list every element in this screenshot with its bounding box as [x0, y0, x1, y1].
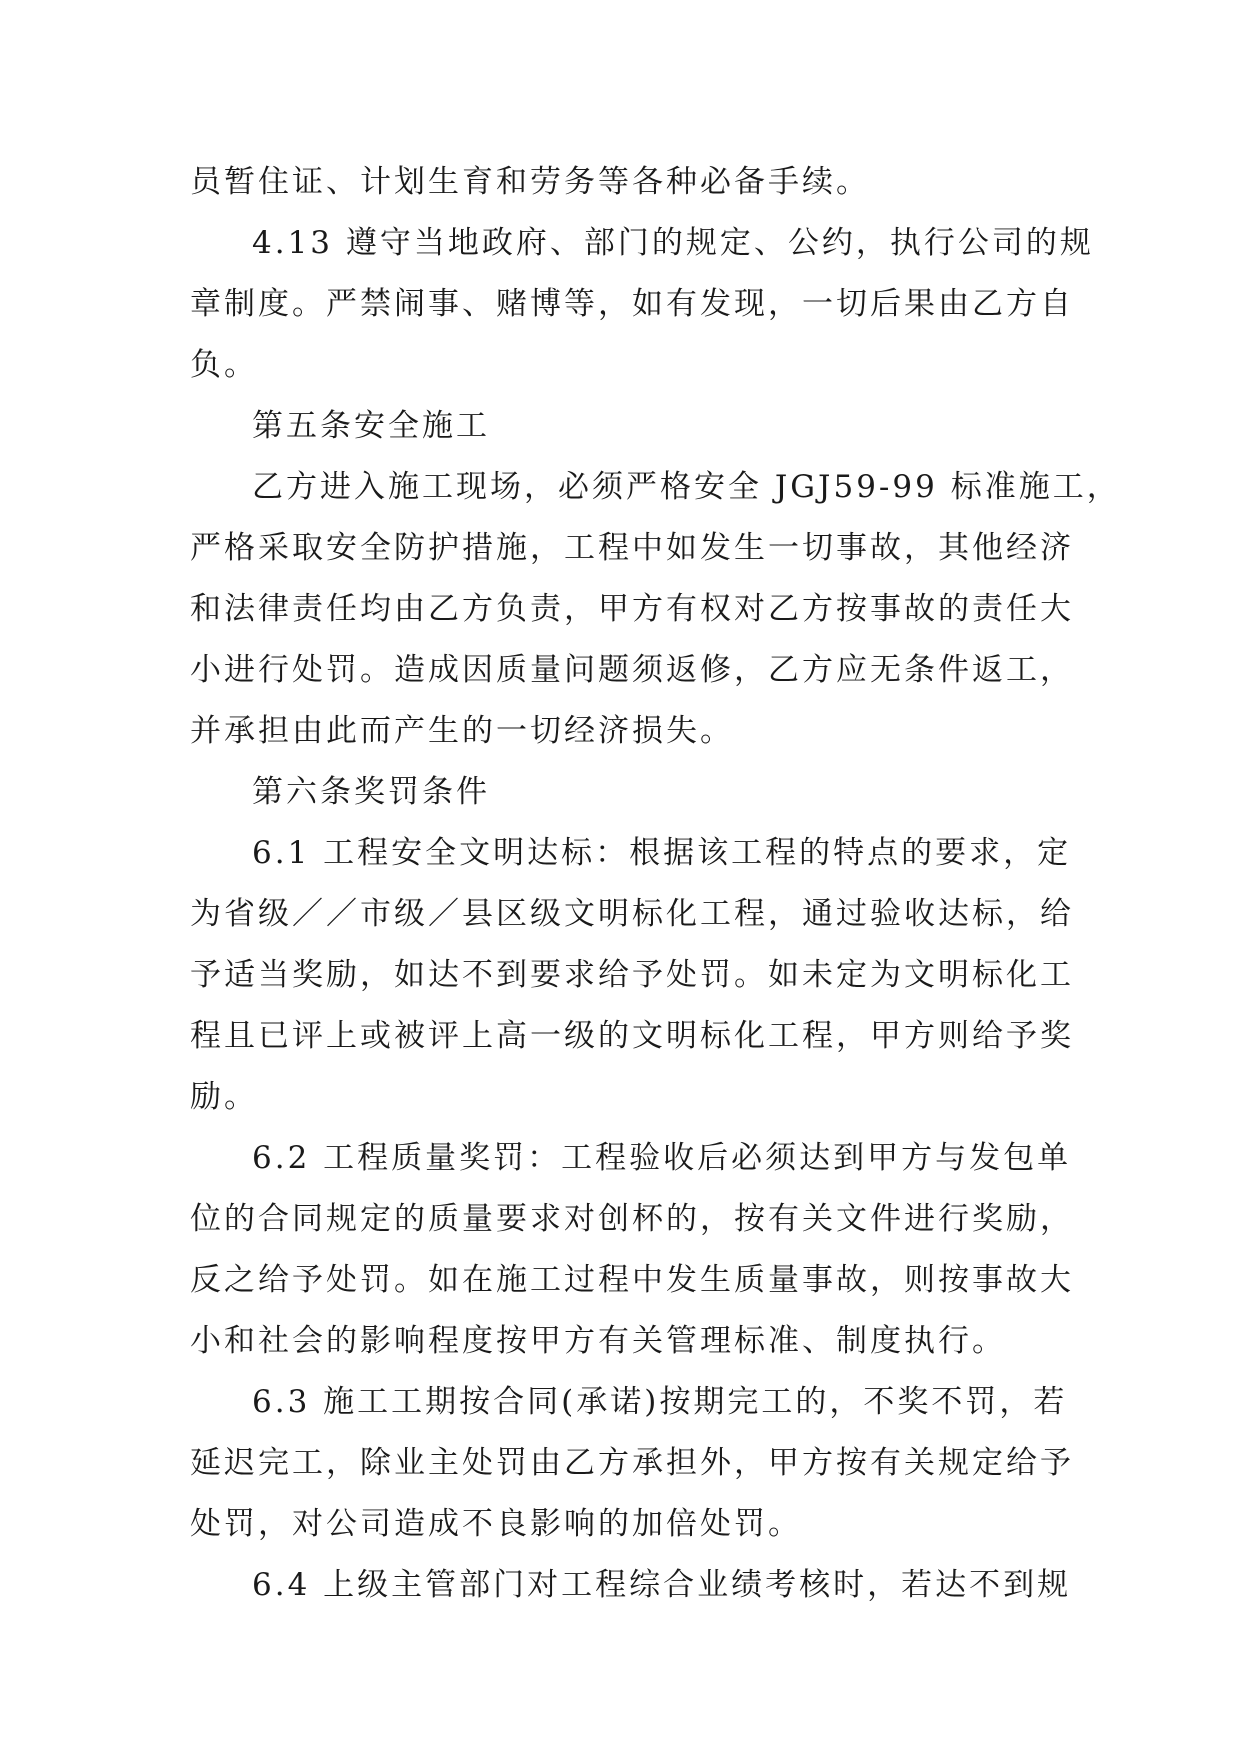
text-line: 处罚，对公司造成不良影响的加倍处罚。: [190, 1506, 802, 1542]
text-line: 6.3 施工工期按合同(承诺)按期完工的，不奖不罚，若: [252, 1384, 1068, 1420]
text-line: 6.2 工程质量奖罚：工程验收后必须达到甲方与发包单: [252, 1140, 1072, 1176]
text-line: 励。: [190, 1079, 258, 1115]
text-line: 6.4 上级主管部门对工程综合业绩考核时，若达不到规: [252, 1567, 1072, 1603]
text-line: 予适当奖励，如达不到要求给予处罚。如未定为文明标化工: [190, 957, 1074, 993]
text-line: 位的合同规定的质量要求对创杯的，按有关文件进行奖励，: [190, 1201, 1074, 1237]
text-line: 第五条安全施工: [252, 408, 490, 444]
text-line: 第六条奖罚条件: [252, 774, 490, 810]
text-line: 6.1 工程安全文明达标：根据该工程的特点的要求，定: [252, 835, 1072, 871]
document-body: [190, 152, 1121, 1616]
text-line: 为省级／／市级／县区级文明标化工程，通过验收达标，给: [190, 896, 1074, 932]
text-line: 章制度。严禁闹事、赌博等，如有发现，一切后果由乙方自: [190, 286, 1074, 322]
text-line: 严格采取安全防护措施，工程中如发生一切事故，其他经济: [190, 530, 1074, 566]
text-line: 4.13 遵守当地政府、部门的规定、公约，执行公司的规: [252, 225, 1094, 261]
text-line: 程且已评上或被评上高一级的文明标化工程，甲方则给予奖: [190, 1018, 1074, 1054]
text-line: 反之给予处罚。如在施工过程中发生质量事故，则按事故大: [190, 1262, 1074, 1298]
text-line: 小和社会的影响程度按甲方有关管理标准、制度执行。: [190, 1323, 1006, 1359]
text-line: 并承担由此而产生的一切经济损失。: [190, 713, 734, 749]
text-line: 和法律责任均由乙方负责，甲方有权对乙方按事故的责任大: [190, 591, 1074, 627]
text-line: 小进行处罚。造成因质量问题须返修，乙方应无条件返工，: [190, 652, 1074, 688]
text-line: 乙方进入施工现场，必须严格安全 JGJ59-99 标准施工，: [252, 469, 1121, 505]
text-line: 员暂住证、计划生育和劳务等各种必备手续。: [190, 164, 870, 200]
text-line: 延迟完工，除业主处罚由乙方承担外，甲方按有关规定给予: [190, 1445, 1074, 1481]
text-line: 负。: [190, 347, 258, 383]
